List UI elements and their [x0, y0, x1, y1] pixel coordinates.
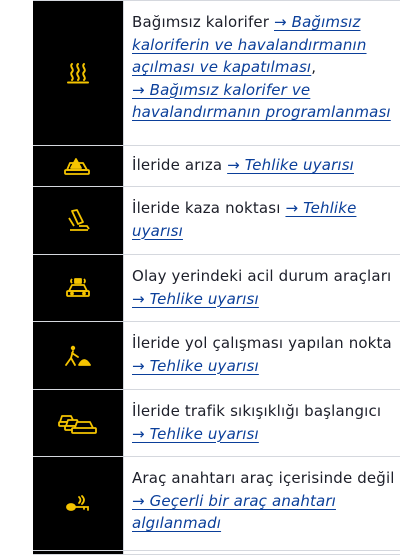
description-cell	[124, 187, 400, 254]
table-row	[33, 146, 400, 187]
emergency-vehicle-icon	[64, 276, 92, 300]
comma: ,	[311, 58, 317, 76]
table-row	[33, 457, 400, 551]
row-text: İleride kaza noktası	[132, 199, 286, 217]
roadworks-icon	[64, 345, 92, 367]
hazard-warning-link[interactable]: uyarısı	[132, 221, 183, 240]
description-cell	[124, 146, 400, 186]
table-row	[33, 322, 400, 390]
description-cell	[124, 390, 400, 456]
icon-cell	[33, 1, 124, 145]
independent-heater-icon	[66, 62, 90, 84]
no-valid-key-link[interactable]: → Geçerli bir araç anahtarı	[132, 491, 336, 510]
independent-heater-link[interactable]: → Bağımsız	[274, 13, 361, 31]
row-text: İleride arıza	[132, 156, 228, 174]
accident-ahead-icon	[65, 208, 91, 234]
table-row	[33, 390, 400, 457]
description-cell	[124, 1, 400, 145]
breakdown-ahead-icon	[63, 156, 93, 176]
description-cell	[124, 322, 400, 389]
hazard-warning-link[interactable]: → Tehlike uyarısı	[227, 156, 354, 174]
row-text: Bağımsız kalorifer	[132, 13, 274, 31]
independent-heater-link[interactable]: açılması ve kapatılması	[132, 58, 312, 76]
hazard-warning-link[interactable]: → Tehlike uyarısı	[132, 289, 259, 308]
description-cell	[124, 255, 400, 321]
traffic-jam-icon	[58, 411, 98, 435]
warning-light-table	[33, 0, 400, 555]
icon-cell	[33, 390, 124, 456]
hazard-warning-link[interactable]: → Tehlike uyarısı	[132, 356, 259, 375]
independent-heater-link[interactable]: kaloriferin ve havalandırmanın	[132, 35, 367, 54]
table-row	[33, 0, 400, 146]
row-text: Araç anahtarı araç içerisinde değil	[132, 469, 395, 487]
hazard-warning-link[interactable]: → Tehlike uyarısı	[132, 424, 259, 443]
key-not-in-vehicle-icon	[64, 495, 92, 513]
table-row	[33, 187, 400, 255]
description-cell	[124, 457, 400, 550]
heater-programming-link[interactable]: → Bağımsız kalorifer ve	[132, 80, 311, 99]
table-row	[33, 551, 400, 555]
icon-cell	[33, 322, 124, 389]
table-row	[33, 255, 400, 322]
row-text: İleride trafik sıkışıklığı başlangıcı	[132, 402, 382, 420]
hazard-warning-link[interactable]: → Tehlike	[285, 199, 357, 217]
no-valid-key-link[interactable]: algılanmadı	[132, 514, 222, 532]
icon-cell	[33, 187, 124, 254]
icon-cell	[33, 255, 124, 321]
row-text: İleride yol çalışması yapılan nokta	[132, 334, 392, 352]
icon-cell	[33, 457, 124, 550]
row-text: Olay yerindeki acil durum araçları	[132, 267, 392, 285]
heater-programming-link[interactable]: havalandırmanın programlanması	[132, 103, 391, 121]
icon-cell	[33, 146, 124, 186]
